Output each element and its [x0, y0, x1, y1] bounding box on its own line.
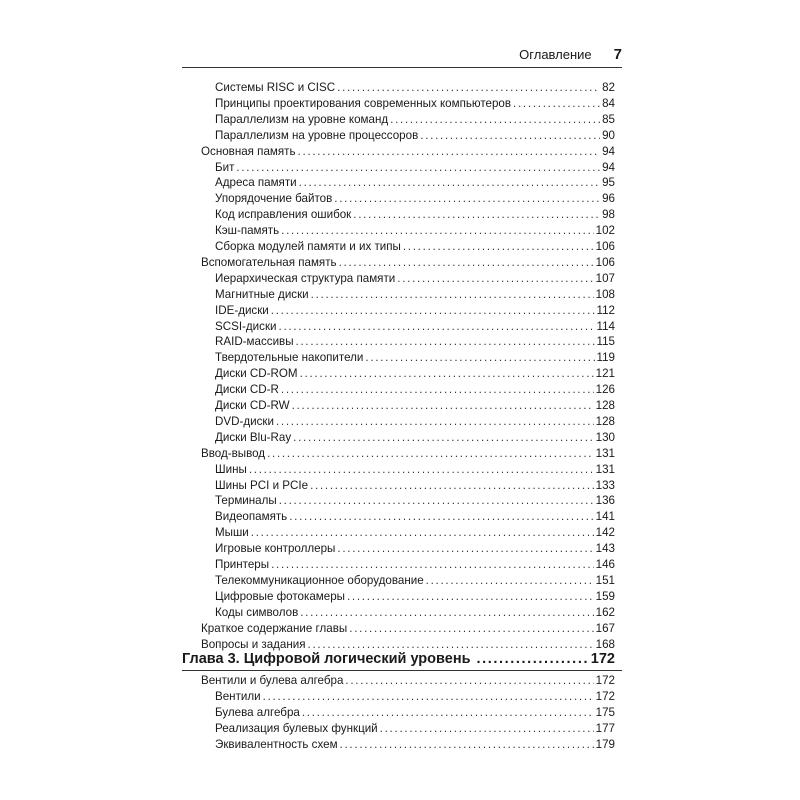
toc-entry-page-number: 119: [596, 351, 615, 365]
toc-entry-label: Бит: [215, 160, 235, 174]
toc-subsection-entry: [215, 160, 615, 176]
toc-entry-label: Реализация булевых функций: [215, 721, 378, 735]
toc-entry-label: Кэш-память: [215, 224, 280, 238]
toc-subsection-entry: [215, 207, 615, 223]
toc-entry-label: Эквивалентность схем: [215, 737, 338, 751]
toc-entry-page-number: 114: [596, 319, 615, 333]
toc-entry-page-number: 179: [595, 737, 615, 751]
toc-entry-page-number: 168: [595, 637, 615, 651]
dot-leader: [281, 382, 594, 398]
dot-leader: [302, 705, 594, 721]
dot-leader: [397, 271, 593, 287]
toc-entry-label: Шины: [215, 462, 247, 476]
toc-entry-page-number: 141: [595, 510, 615, 524]
toc-entry-page-number: 159: [595, 589, 615, 603]
toc-entry-page-number: 143: [595, 542, 615, 556]
dot-leader: [298, 144, 601, 160]
dot-leader: [289, 509, 593, 525]
toc-entry-page-number: 85: [602, 112, 615, 126]
toc-subsection-entry: [215, 705, 615, 721]
toc-entry-label: IDE-диски: [215, 303, 269, 317]
toc-entry-label: Твердотельные накопители: [215, 351, 364, 365]
toc-entry-page-number: 172: [595, 674, 615, 687]
toc-subsection-entry: [215, 557, 615, 573]
toc-subsection-entry: [215, 271, 615, 287]
toc-subsection-entry: [215, 721, 615, 737]
toc-subsection-entry: [215, 541, 615, 557]
dot-leader: [334, 191, 600, 207]
toc-subsection-entry: [215, 239, 615, 255]
toc-entry-page-number: 133: [595, 478, 615, 492]
toc-subsection-entry: [215, 478, 615, 494]
toc-subsection-entry: [215, 80, 615, 96]
toc-entry-label: Краткое содержание главы: [201, 621, 348, 635]
dot-leader: [279, 493, 594, 509]
dot-leader: [345, 673, 593, 689]
toc-entry-label: Коды символов: [215, 605, 299, 619]
toc-entry-label: Основная память: [201, 144, 296, 158]
toc-section-entry: [201, 621, 615, 637]
toc-subsection-entry: [215, 287, 615, 303]
dot-leader: [279, 319, 595, 335]
dot-leader: [349, 621, 593, 637]
toc-entry-page-number: 126: [595, 383, 615, 397]
toc-entry-label: Цифровые фотокамеры: [215, 589, 345, 603]
toc-entry-label: Ввод-вывод: [201, 446, 266, 460]
toc-subsection-entry: [215, 223, 615, 239]
dot-leader: [249, 462, 594, 478]
dot-leader: [292, 398, 594, 414]
toc-entry-label: Системы RISC и CISC: [215, 81, 336, 94]
toc-entry-page-number: 102: [595, 224, 615, 238]
toc-subsection-entry: [215, 525, 615, 541]
toc-entry-page-number: 131: [595, 446, 615, 460]
toc-subsection-entry: [215, 462, 615, 478]
toc-entry-label: SCSI-диски: [215, 319, 277, 333]
toc-entry-page-number: 90: [602, 128, 615, 142]
toc-section-entry: [201, 144, 615, 160]
toc-entry-label: Код исправления ошибок: [215, 208, 352, 222]
dot-leader: [271, 557, 594, 573]
toc-subsection-entry: [215, 191, 615, 207]
dot-leader: [403, 239, 594, 255]
toc-subsection-entry: [215, 689, 615, 705]
toc-entry-page-number: 121: [595, 367, 615, 381]
toc-subsection-entry: [215, 96, 615, 112]
toc-entry-label: Шины PCI и PCIe: [215, 478, 309, 492]
dot-leader: [251, 525, 594, 541]
toc-entry-label: Диски CD-ROM: [215, 367, 298, 381]
toc-entry-page-number: 106: [595, 240, 615, 253]
dot-leader: [267, 446, 594, 462]
toc-entry-label: Вентили и булева алгебра: [201, 674, 344, 687]
toc-entry-page-number: 131: [595, 462, 615, 476]
dot-leader: [276, 414, 594, 430]
dot-leader: [513, 96, 600, 112]
toc-subsection-entry: [215, 175, 615, 191]
toc-entry-label: Принтеры: [215, 558, 270, 571]
dot-leader: [340, 737, 594, 753]
toc-subsection-entry: [215, 589, 615, 605]
running-head-title: Оглавление: [519, 47, 592, 62]
dot-leader: [390, 112, 600, 128]
chapter-page-number: 172: [590, 651, 615, 667]
toc-subsection-entry: [215, 737, 615, 753]
toc-entry-label: Адреса памяти: [215, 176, 297, 190]
dot-leader: [271, 303, 595, 319]
toc-entry-label: Магнитные диски: [215, 287, 309, 301]
toc-entry-label: Диски CD-R: [215, 383, 279, 397]
toc-subsection-entry: [215, 573, 615, 589]
chapter-rule: [182, 670, 622, 671]
toc-entry-page-number: 136: [595, 494, 615, 508]
toc-entry-page-number: 94: [602, 144, 615, 158]
toc-entry-page-number: 151: [595, 573, 615, 587]
toc-entry-label: DVD-диски: [215, 414, 274, 428]
dot-leader: [426, 573, 594, 589]
toc-entry-label: Мыши: [215, 526, 249, 540]
toc-entry-page-number: 128: [595, 399, 615, 412]
toc-subsection-entry: [215, 430, 615, 446]
dot-leader: [311, 287, 594, 303]
toc-entry-page-number: 167: [595, 621, 615, 635]
toc-entry-page-number: 112: [596, 303, 615, 317]
chapter-heading: [182, 649, 615, 669]
dot-leader: [300, 605, 593, 621]
toc-subsection-entry: [215, 493, 615, 509]
toc-entry-page-number: 142: [595, 526, 615, 540]
toc-entry-page-number: 98: [602, 208, 615, 222]
toc-entry-label: Параллелизм на уровне процессоров: [215, 128, 419, 142]
toc-entry-page-number: 106: [595, 255, 615, 269]
toc-entry-label: RAID-массивы: [215, 335, 294, 349]
toc-subsection-entry: [215, 366, 615, 382]
dot-leader: [299, 175, 600, 191]
toc-entry-label: Видеопамять: [215, 510, 288, 524]
dot-leader: [300, 366, 594, 382]
toc-section-entry: [201, 673, 615, 689]
dot-leader: [263, 689, 594, 705]
dot-leader: [337, 541, 593, 557]
dot-leader: [310, 478, 594, 494]
dot-leader: [293, 430, 594, 446]
dot-leader: [236, 160, 600, 176]
toc-entry-label: Вентили: [215, 689, 261, 703]
dot-leader: [365, 350, 594, 366]
toc-entry-page-number: 128: [595, 414, 615, 428]
dot-leader: [420, 128, 600, 144]
toc-subsection-entry: [215, 605, 615, 621]
toc-subsection-entry: [215, 303, 615, 319]
toc-entry-label: Булева алгебра: [215, 705, 300, 719]
toc-entry-label: Телекоммуникационное оборудование: [215, 573, 424, 587]
toc-entry-page-number: 82: [602, 81, 615, 94]
toc-section-entry: [201, 255, 615, 271]
toc-entry-page-number: 175: [595, 705, 615, 719]
dot-leader: [353, 207, 600, 223]
running-head-page-number: 7: [613, 46, 622, 63]
toc-entry-label: Вспомогательная память: [201, 255, 337, 269]
toc-entry-page-number: 172: [595, 689, 615, 703]
dot-leader: [475, 649, 587, 669]
dot-leader: [380, 721, 594, 737]
toc-entry-label: Принципы проектирования современных компьютеров: [215, 96, 512, 110]
toc-subsection-entry: [215, 414, 615, 430]
toc-entry-label: Параллелизм на уровне команд: [215, 112, 389, 126]
toc-subsection-entry: [215, 128, 615, 144]
toc-entry-label: Вопросы и задания: [201, 637, 306, 651]
toc-entry-label: Терминалы: [215, 494, 277, 508]
toc-subsection-entry: [215, 319, 615, 335]
toc-entry-label: Игровые контроллеры: [215, 542, 336, 556]
toc-entry-page-number: 84: [602, 96, 615, 110]
toc-entry-page-number: 108: [595, 287, 615, 301]
dot-leader: [281, 223, 594, 239]
toc-subsection-entry: [215, 382, 615, 398]
toc-subsection-entry: [215, 509, 615, 525]
toc-entry-page-number: 162: [595, 605, 615, 619]
dot-leader: [339, 255, 594, 271]
toc-subsection-entry: [215, 350, 615, 366]
dot-leader: [337, 80, 600, 96]
toc-entry-page-number: 130: [595, 430, 615, 444]
toc-entry-label: Упорядочение байтов: [215, 192, 333, 206]
toc-entry-page-number: 177: [595, 721, 615, 735]
toc-subsection-entry: [215, 334, 615, 350]
toc-entry-label: Иерархическая структура памяти: [215, 271, 396, 285]
toc-entry-label: Сборка модулей памяти и их типы: [215, 240, 401, 253]
toc-entry-page-number: 95: [602, 176, 615, 190]
dot-leader: [296, 334, 595, 350]
toc-entry-page-number: 115: [596, 335, 615, 349]
toc-entry-label: Диски CD-RW: [215, 399, 290, 412]
toc-subsection-entry: [215, 112, 615, 128]
toc-section-entry: [201, 446, 615, 462]
chapter-title: Глава 3. Цифровой логический уровень: [182, 651, 471, 667]
toc-entry-page-number: 107: [595, 271, 615, 285]
toc-entry-label: Диски Blu-Ray: [215, 430, 292, 444]
toc-entry-page-number: 96: [602, 192, 615, 206]
toc-subsection-entry: [215, 398, 615, 414]
toc-entry-page-number: 146: [595, 558, 615, 571]
toc-entry-page-number: 94: [602, 160, 615, 174]
dot-leader: [347, 589, 594, 605]
